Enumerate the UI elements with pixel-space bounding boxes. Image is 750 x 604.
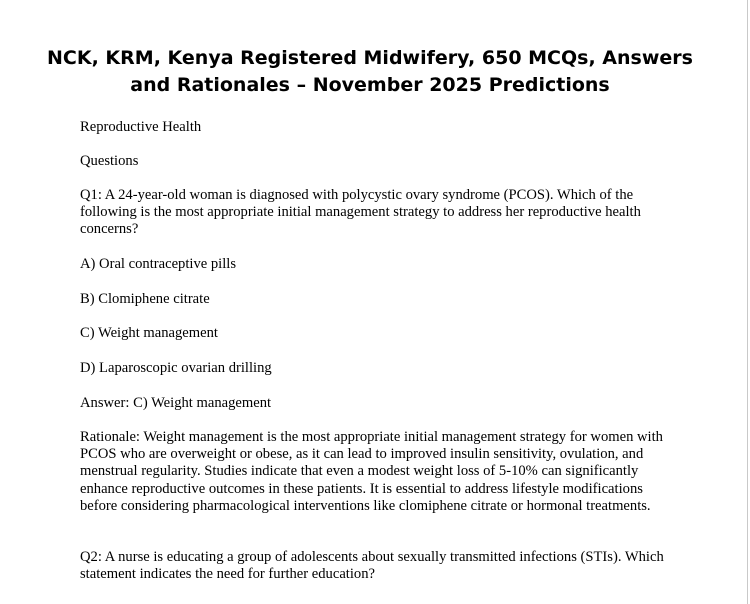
page-edge-divider (747, 0, 748, 604)
question-1-option-c: C) Weight management (80, 325, 218, 341)
question-1-answer: Answer: C) Weight management (80, 395, 272, 411)
question-1-option-b: B) Clomiphene citrate (80, 291, 210, 307)
section-heading: Reproductive Health (80, 119, 202, 135)
subsection-heading: Questions (80, 153, 139, 169)
question-1-option-a: A) Oral contraceptive pills (80, 256, 237, 272)
question-1-option-d: D) Laparoscopic ovarian drilling (80, 360, 272, 376)
document-title: NCK, KRM, Kenya Registered Midwifery, 650 MCQs, Answers and Rationales – November 2025 Predictions (47, 47, 693, 96)
question-2-stem: Q2: A nurse is educating a group of adolescents about sexually transmitted infections (STIs). Which statement indicates the need for further education? (80, 549, 664, 583)
question-1-rationale: Rationale: Weight management is the most appropriate initial management strategy for women with PCOS who are overweight or obese, as it can lead to improved insulin sensitivity, ovulation, and menstrual regularity. Studies indicate that even a modest weight loss of 5-10% can significantly enhance reproductive outcomes in these patients. It is essential to address lifestyle modifications before considering pharmacological interventions like clomiphene citrate or hormonal treatments. (80, 429, 663, 514)
question-1-stem: Q1: A 24-year-old woman is diagnosed with polycystic ovary syndrome (PCOS). Which of the following is the most appropriate initial management strategy to address her reproductive health concerns? (80, 187, 641, 238)
